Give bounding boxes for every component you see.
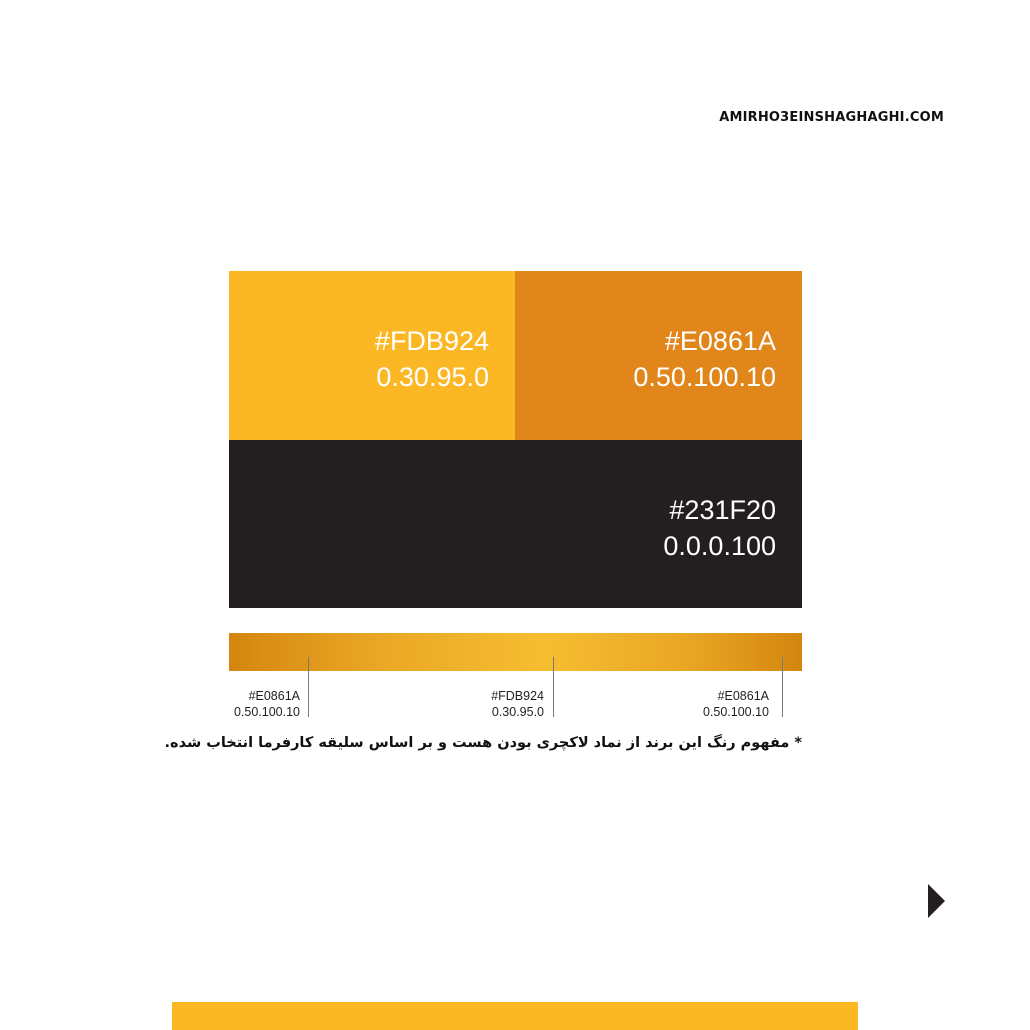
swatch-primary	[229, 271, 515, 440]
gradient-bar	[229, 633, 802, 671]
swatch-secondary-cmyk: 0.50.100.10	[633, 362, 776, 392]
swatch-dark	[229, 440, 802, 608]
swatch-primary-cmyk: 0.30.95.0	[376, 362, 489, 392]
gradient-stop-label-left	[229, 688, 300, 720]
bottom-accent-bar	[172, 1002, 858, 1030]
next-arrow-icon[interactable]	[928, 884, 945, 918]
gradient-stop-center-hex: #FDB924	[491, 689, 544, 703]
brand-color-footnote: * مفهوم رنگ این برند از نماد لاکچری بودن هست و بر اساس سلیقه کارفرما انتخاب شده.	[164, 735, 802, 751]
site-url: AMIRHO3EINSHAGHAGHI.COM	[719, 110, 944, 125]
gradient-stop-label-right	[697, 688, 769, 720]
gradient-stop-center-cmyk: 0.30.95.0	[491, 705, 544, 719]
swatch-secondary-hex: #E0861A	[664, 326, 776, 356]
gradient-stop-marker-center	[553, 657, 554, 717]
swatch-dark-hex: #231F20	[669, 495, 776, 525]
color-swatch-grid	[229, 271, 802, 608]
gradient-stop-marker-right	[782, 657, 783, 717]
gradient-stop-right-hex: #E0861A	[717, 689, 769, 703]
gradient-stop-label-center	[474, 688, 544, 720]
gradient-stop-left-hex: #E0861A	[248, 689, 300, 703]
swatch-primary-hex: #FDB924	[374, 326, 489, 356]
gradient-stop-left-cmyk: 0.50.100.10	[233, 705, 300, 719]
gradient-stop-marker-left	[308, 657, 309, 717]
gradient-stop-right-cmyk: 0.50.100.10	[702, 705, 769, 719]
swatch-dark-cmyk: 0.0.0.100	[663, 531, 776, 561]
swatch-secondary	[515, 271, 802, 440]
